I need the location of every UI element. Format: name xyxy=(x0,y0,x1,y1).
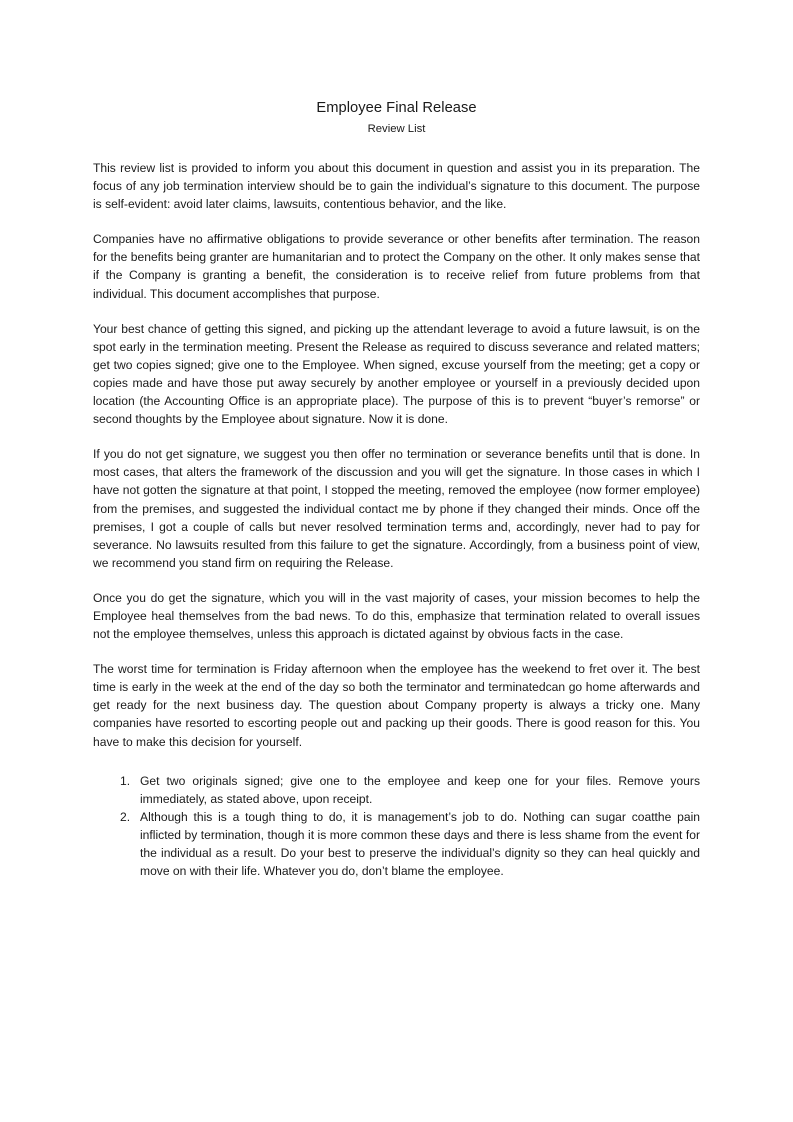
paragraph: Your best chance of getting this signed, and picking up the attendant leverage to avoid a future lawsuit, is on the spot early in the termination meeting. Present the Release as required to discuss severance and related matters; get two copies signed; give one to the Employee. When signed, excuse yourself from the meeting; get a copy or copies made and have those put away securely by another employee or yourself in a previously decided upon location (the Accounting Office is an appropriate place). The purpose of this is to prevent “buyer’s remorse” or second thoughts by the Employee about signature. Now it is done. xyxy=(93,321,700,427)
page-title: Employee Final Release xyxy=(316,100,477,116)
paragraph: Companies have no affirmative obligations to provide severance or other benefits after termination. The reason for the benefits being granter are humanitarian and to protect the Company on the other. It only makes sense that if the Company is granting a benefit, the consideration is to receive relief from future problems from that individual. This document accomplishes that purpose. xyxy=(93,232,700,301)
page-subtitle: Review List xyxy=(367,123,426,135)
paragraph: Once you do get the signature, which you will in the vast majority of cases, your mission becomes to help the Employee heal themselves from the bad news. To do this, emphasize that termination related to overall issues not the employee themselves, unless this approach is dictated against by obvious facts in the case. xyxy=(93,590,700,642)
body-paragraphs xyxy=(93,137,700,751)
paragraph: The worst time for termination is Friday afternoon when the employee has the weekend to fret over it. The best time is early in the week at the end of the day so both the terminator and terminatedcan go home afterwards and get ready for the next business day. The question about Company property is always a tricky one. Many companies have resorted to escorting people out and packing up their goods. There is good reason for this. You have to make this decision for yourself. xyxy=(93,662,700,749)
numbered-list xyxy=(93,772,700,881)
paragraph: This review list is provided to inform you about this document in question and assist you in its preparation. The focus of any job termination interview should be to gain the individual’s signature to this document. The purpose is self-evident: avoid later claims, lawsuits, contentious behavior, and the like. xyxy=(93,161,700,212)
list-item: Get two originals signed; give one to the employee and keep one for your files. Remove yours immediately, as stated above, upon receipt. xyxy=(140,773,700,806)
paragraph: If you do not get signature, we suggest you then offer no termination or severance benefits until that is done. In most cases, that alters the framework of the discussion and you will get the signature. In those cases in which I have not gotten the signature at that point, I stopped the meeting, removed the employee (now former employee) from the premises, and suggested the individual contact me by phone if they changed their minds. Once off the premises, I got a couple of calls but never resolved termination terms and, accordingly, never had to pay for severance. No lawsuits resulted from this failure to get the signature. Accordingly, from a business point of view, we recommend you stand firm on requiring the Release. xyxy=(93,447,700,570)
document-content xyxy=(93,0,700,880)
list-item: Although this is a tough thing to do, it is management’s job to do. Nothing can sugar coatthe pain inflicted by termination, though it is more common these days and there is less shame from the event for the individual as a result. Do your best to preserve the individual’s dignity so they can heal quickly and move on with their life. Whatever you do, don’t blame the employee. xyxy=(140,809,700,879)
